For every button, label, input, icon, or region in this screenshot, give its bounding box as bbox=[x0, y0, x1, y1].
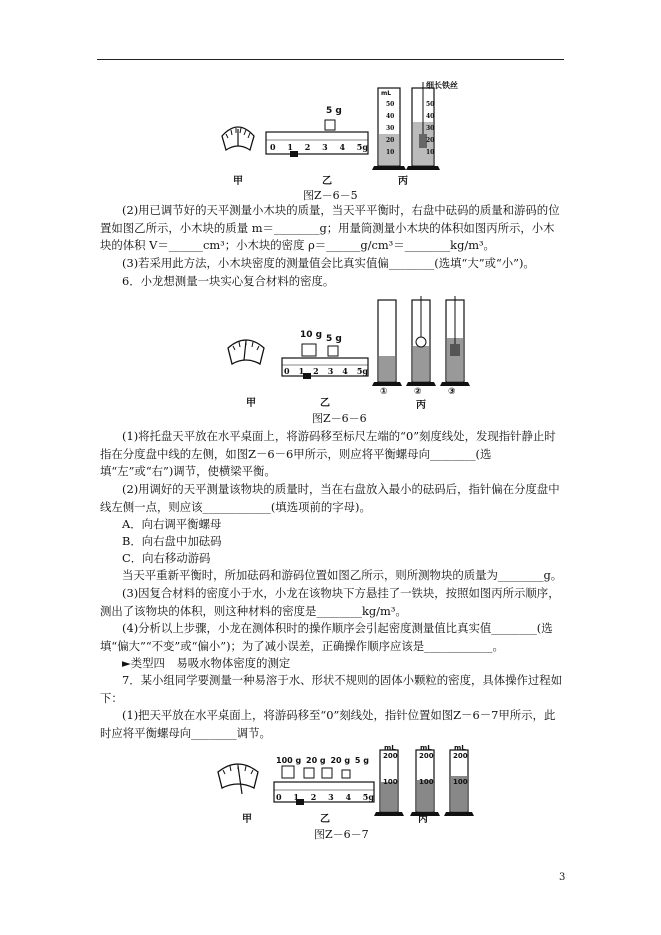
cylinder-tick: 30 bbox=[386, 125, 395, 132]
ruler-tick: 4 bbox=[342, 366, 348, 376]
cylinder-tick: 30 bbox=[426, 125, 435, 132]
label-yi: 乙 bbox=[322, 176, 332, 187]
ruler-tick: 0 bbox=[270, 142, 276, 152]
cylinder-tick: 20 bbox=[426, 137, 435, 144]
ruler-tick: 4 bbox=[339, 142, 346, 152]
ruler-ticks bbox=[270, 142, 368, 152]
ruler-tick: 5g bbox=[356, 142, 368, 152]
cylinder-tick: 200 bbox=[383, 752, 398, 760]
cylinder-unit: mL bbox=[420, 744, 432, 752]
ruler-tick: 3 bbox=[327, 366, 334, 376]
weight-label: 100 g bbox=[276, 756, 302, 765]
cylinder-ticks-right bbox=[426, 99, 434, 159]
ruler-tick: 0 bbox=[276, 792, 282, 802]
option-b: B．向右盘中加砝码 bbox=[122, 534, 222, 548]
ruler-tick: 3 bbox=[328, 792, 334, 802]
ruler-tick: 0 bbox=[284, 366, 290, 376]
question-6-4: (4)分析以上步骤，小龙在测体积时的操作顺序会引起密度测量值比真实值________(选填“偏大”“不变”或“偏小”)；为了减小误差，正确操作顺序应该是____________。 bbox=[100, 621, 553, 653]
question-5-3: (3)若采用此方法，小木块密度的测量值会比真实值偏________(选填“大”或“小”)。 bbox=[122, 256, 535, 270]
weight-label: 20 g bbox=[330, 756, 351, 765]
label-yi: 乙 bbox=[320, 398, 330, 409]
ruler-tick: 2 bbox=[310, 792, 317, 802]
weight-label: 5 g bbox=[354, 756, 369, 765]
weight-label: 5 g bbox=[326, 106, 342, 116]
label-jia: 甲 bbox=[246, 398, 256, 409]
header-rule bbox=[97, 59, 564, 60]
ruler-tick: 2 bbox=[313, 366, 319, 376]
ruler-tick: 1 bbox=[293, 792, 299, 802]
cylinder-tick: 10 bbox=[386, 149, 395, 156]
cylinder-tick: 100 bbox=[419, 778, 434, 786]
cylinder-tick: 200 bbox=[453, 752, 468, 760]
figure-caption: 图Z－6－5 bbox=[303, 189, 358, 202]
question-6-2: (2)用调好的天平测量该物块的质量时，当在右盘放入最小的砝码后，指针偏在分度盘中线左侧一点，则应该____________(填选项前的字母)。 bbox=[100, 482, 560, 514]
ruler-tick: 5g bbox=[356, 366, 368, 376]
label-yi: 乙 bbox=[320, 814, 330, 825]
label-jia: 甲 bbox=[242, 814, 252, 825]
cylinder-tick: 100 bbox=[383, 778, 398, 786]
figure-caption: 图Z－6－6 bbox=[312, 412, 367, 425]
question-6-mass: 当天平重新平衡时，所加砝码和游码位置如图乙所示，则所测物块的质量为________g。 bbox=[122, 568, 563, 582]
ruler-tick: 1 bbox=[287, 142, 293, 152]
question-7-1: (1)把天平放在水平桌面上，将游码移至“0”刻线处，指针位置如图Z－6－7甲所示，此时应将平衡螺母向________调节。 bbox=[100, 708, 556, 740]
balance-dial-icon bbox=[218, 764, 258, 794]
ruler-tick: 1 bbox=[298, 366, 305, 376]
cylinder-tick: 10 bbox=[426, 149, 435, 156]
cylinder-unit: mL bbox=[381, 90, 392, 97]
option-c: C．向右移动游码 bbox=[122, 551, 211, 565]
weight-label: 5 g bbox=[326, 334, 342, 344]
ruler-ticks bbox=[276, 792, 374, 802]
ruler-tick: 2 bbox=[304, 142, 311, 152]
cylinder-tick: 100 bbox=[453, 778, 468, 786]
cylinder-unit: mL bbox=[384, 744, 396, 752]
question-6-1: (1)将托盘天平放在水平桌面上，将游码移至标尺左端的“0”刻度线处，发现指针静止时指在分度盘中线的左侧，如图Z－6－6甲所示，则应将平衡螺母向________(选填“左”或“右”)调节，使横梁平衡。 bbox=[100, 429, 556, 479]
label-bing: 丙 bbox=[416, 400, 426, 411]
question-6-3: (3)因复合材料的密度小于水，小龙在该物块下方悬挂了一铁块，按照如图丙所示顺序，测出了该物块的体积，则这种材料的密度是________kg/m³。 bbox=[100, 586, 560, 618]
question-7-intro: 7．某小组同学要测量一种易溶于水、形状不规则的固体小颗粒的密度，具体操作过程如下： bbox=[100, 673, 563, 705]
cylinder-tick: 50 bbox=[386, 101, 395, 108]
weight-labels bbox=[276, 756, 369, 765]
ruler-ticks bbox=[284, 366, 368, 376]
ruler-tick: 5g bbox=[362, 792, 374, 802]
label-bing: 丙 bbox=[418, 814, 428, 825]
cylinder-tick: 40 bbox=[426, 113, 435, 120]
cylinder-label: ① bbox=[380, 387, 388, 397]
measuring-cylinder-icon bbox=[372, 296, 470, 386]
figure-z-6-5 bbox=[210, 78, 480, 186]
cylinder-tick: 200 bbox=[419, 752, 434, 760]
weight-label: 20 g bbox=[306, 756, 326, 765]
figure-caption: 图Z－6－7 bbox=[314, 828, 369, 841]
cylinder-tick: 40 bbox=[386, 113, 395, 120]
figure-z-6-7 bbox=[212, 744, 480, 824]
label-bing: 丙 bbox=[398, 176, 408, 187]
cylinder-unit: mL bbox=[454, 744, 466, 752]
ruler-tick: 4 bbox=[345, 792, 352, 802]
balance-dial-icon bbox=[228, 340, 264, 364]
type-4-heading: ►类型四 易吸水物体密度的测定 bbox=[122, 656, 291, 670]
question-5-2: (2)用已调节好的天平测量小木块的质量，当天平平衡时，右盘中砝码的质量和游码的位置如图乙所示，小木块的质量 m＝________g；用量筒测量小木块的体积如图丙所示，小木块的体积 V＝______cm³；小木块的密度 ρ＝______g/cm³＝________kg/m³。 bbox=[100, 203, 560, 253]
cylinder-tick: 20 bbox=[386, 137, 395, 144]
question-6-intro: 6．小龙想测量一块实心复合材料的密度。 bbox=[122, 274, 335, 288]
figure-z-6-6-drawing bbox=[220, 294, 480, 406]
cylinder-label: ③ bbox=[448, 387, 456, 397]
cylinder-ticks-left bbox=[386, 99, 394, 159]
weight-label: 10 g bbox=[300, 330, 323, 340]
figure-z-6-5-drawing bbox=[210, 78, 480, 186]
wire-label: 细长铁丝 bbox=[426, 81, 458, 90]
page-number: 3 bbox=[559, 872, 566, 883]
option-a: A．向右调平衡螺母 bbox=[122, 517, 222, 531]
cylinder-label: ② bbox=[414, 387, 422, 397]
cylinder-tick: 50 bbox=[426, 101, 435, 108]
balance-dial-icon bbox=[222, 127, 254, 150]
label-jia: 甲 bbox=[233, 176, 243, 187]
figure-z-6-6 bbox=[220, 294, 480, 411]
ruler-tick: 3 bbox=[322, 142, 328, 152]
